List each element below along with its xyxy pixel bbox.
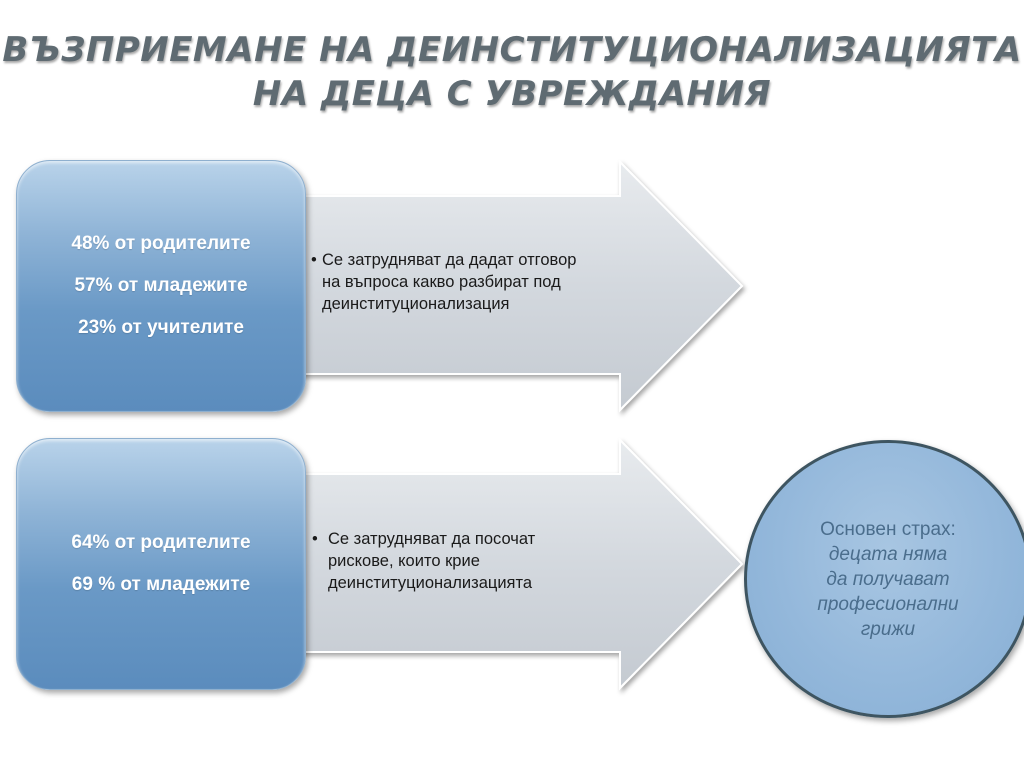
bullet-text-1 — [311, 249, 577, 315]
stat-youth-2: 69 % от младежите — [71, 574, 251, 595]
stat-parents-2: 64% от родителите — [71, 532, 251, 553]
bullet-2-line-2: рискове, които крие — [328, 552, 480, 570]
bullet-1-line-2: на въпроса какво разбират под — [322, 273, 561, 291]
fear-line-3: професионални — [817, 593, 959, 615]
bullet-2-line-1: Се затрудняват да посочат — [328, 530, 536, 548]
bullet-dot-icon: • — [311, 251, 317, 269]
stat-youth-1: 57% от младежите — [74, 275, 248, 296]
slide-title — [0, 28, 1024, 116]
fear-line-2: да получават — [826, 568, 950, 590]
bullet-text-2 — [312, 528, 536, 594]
title-line-2: НА ДЕЦА С УВРЕЖДАНИЯ — [252, 74, 772, 114]
bullet-dot-icon: • — [312, 530, 318, 548]
circle-label: Основен страх: — [820, 518, 956, 540]
bullet-2-line-3: деинституционализацията — [328, 574, 533, 592]
fear-line-1: децата няма — [828, 543, 948, 565]
stats-box-1 — [16, 160, 306, 412]
bullet-1-line-1: Се затрудняват да дадат отговор — [322, 251, 577, 269]
title-line-1: ВЪЗПРИЕМАНЕ НА ДЕИНСТИТУЦИОНАЛИЗАЦИЯТА — [2, 30, 1022, 70]
bullet-1-line-3: деинституционализация — [322, 295, 510, 313]
main-fear-circle — [744, 440, 1024, 718]
fear-line-4: грижи — [860, 618, 916, 640]
stat-teachers-1: 23% от учителите — [78, 317, 244, 338]
stat-parents-1: 48% от родителите — [71, 233, 251, 254]
stats-box-2 — [16, 438, 306, 690]
